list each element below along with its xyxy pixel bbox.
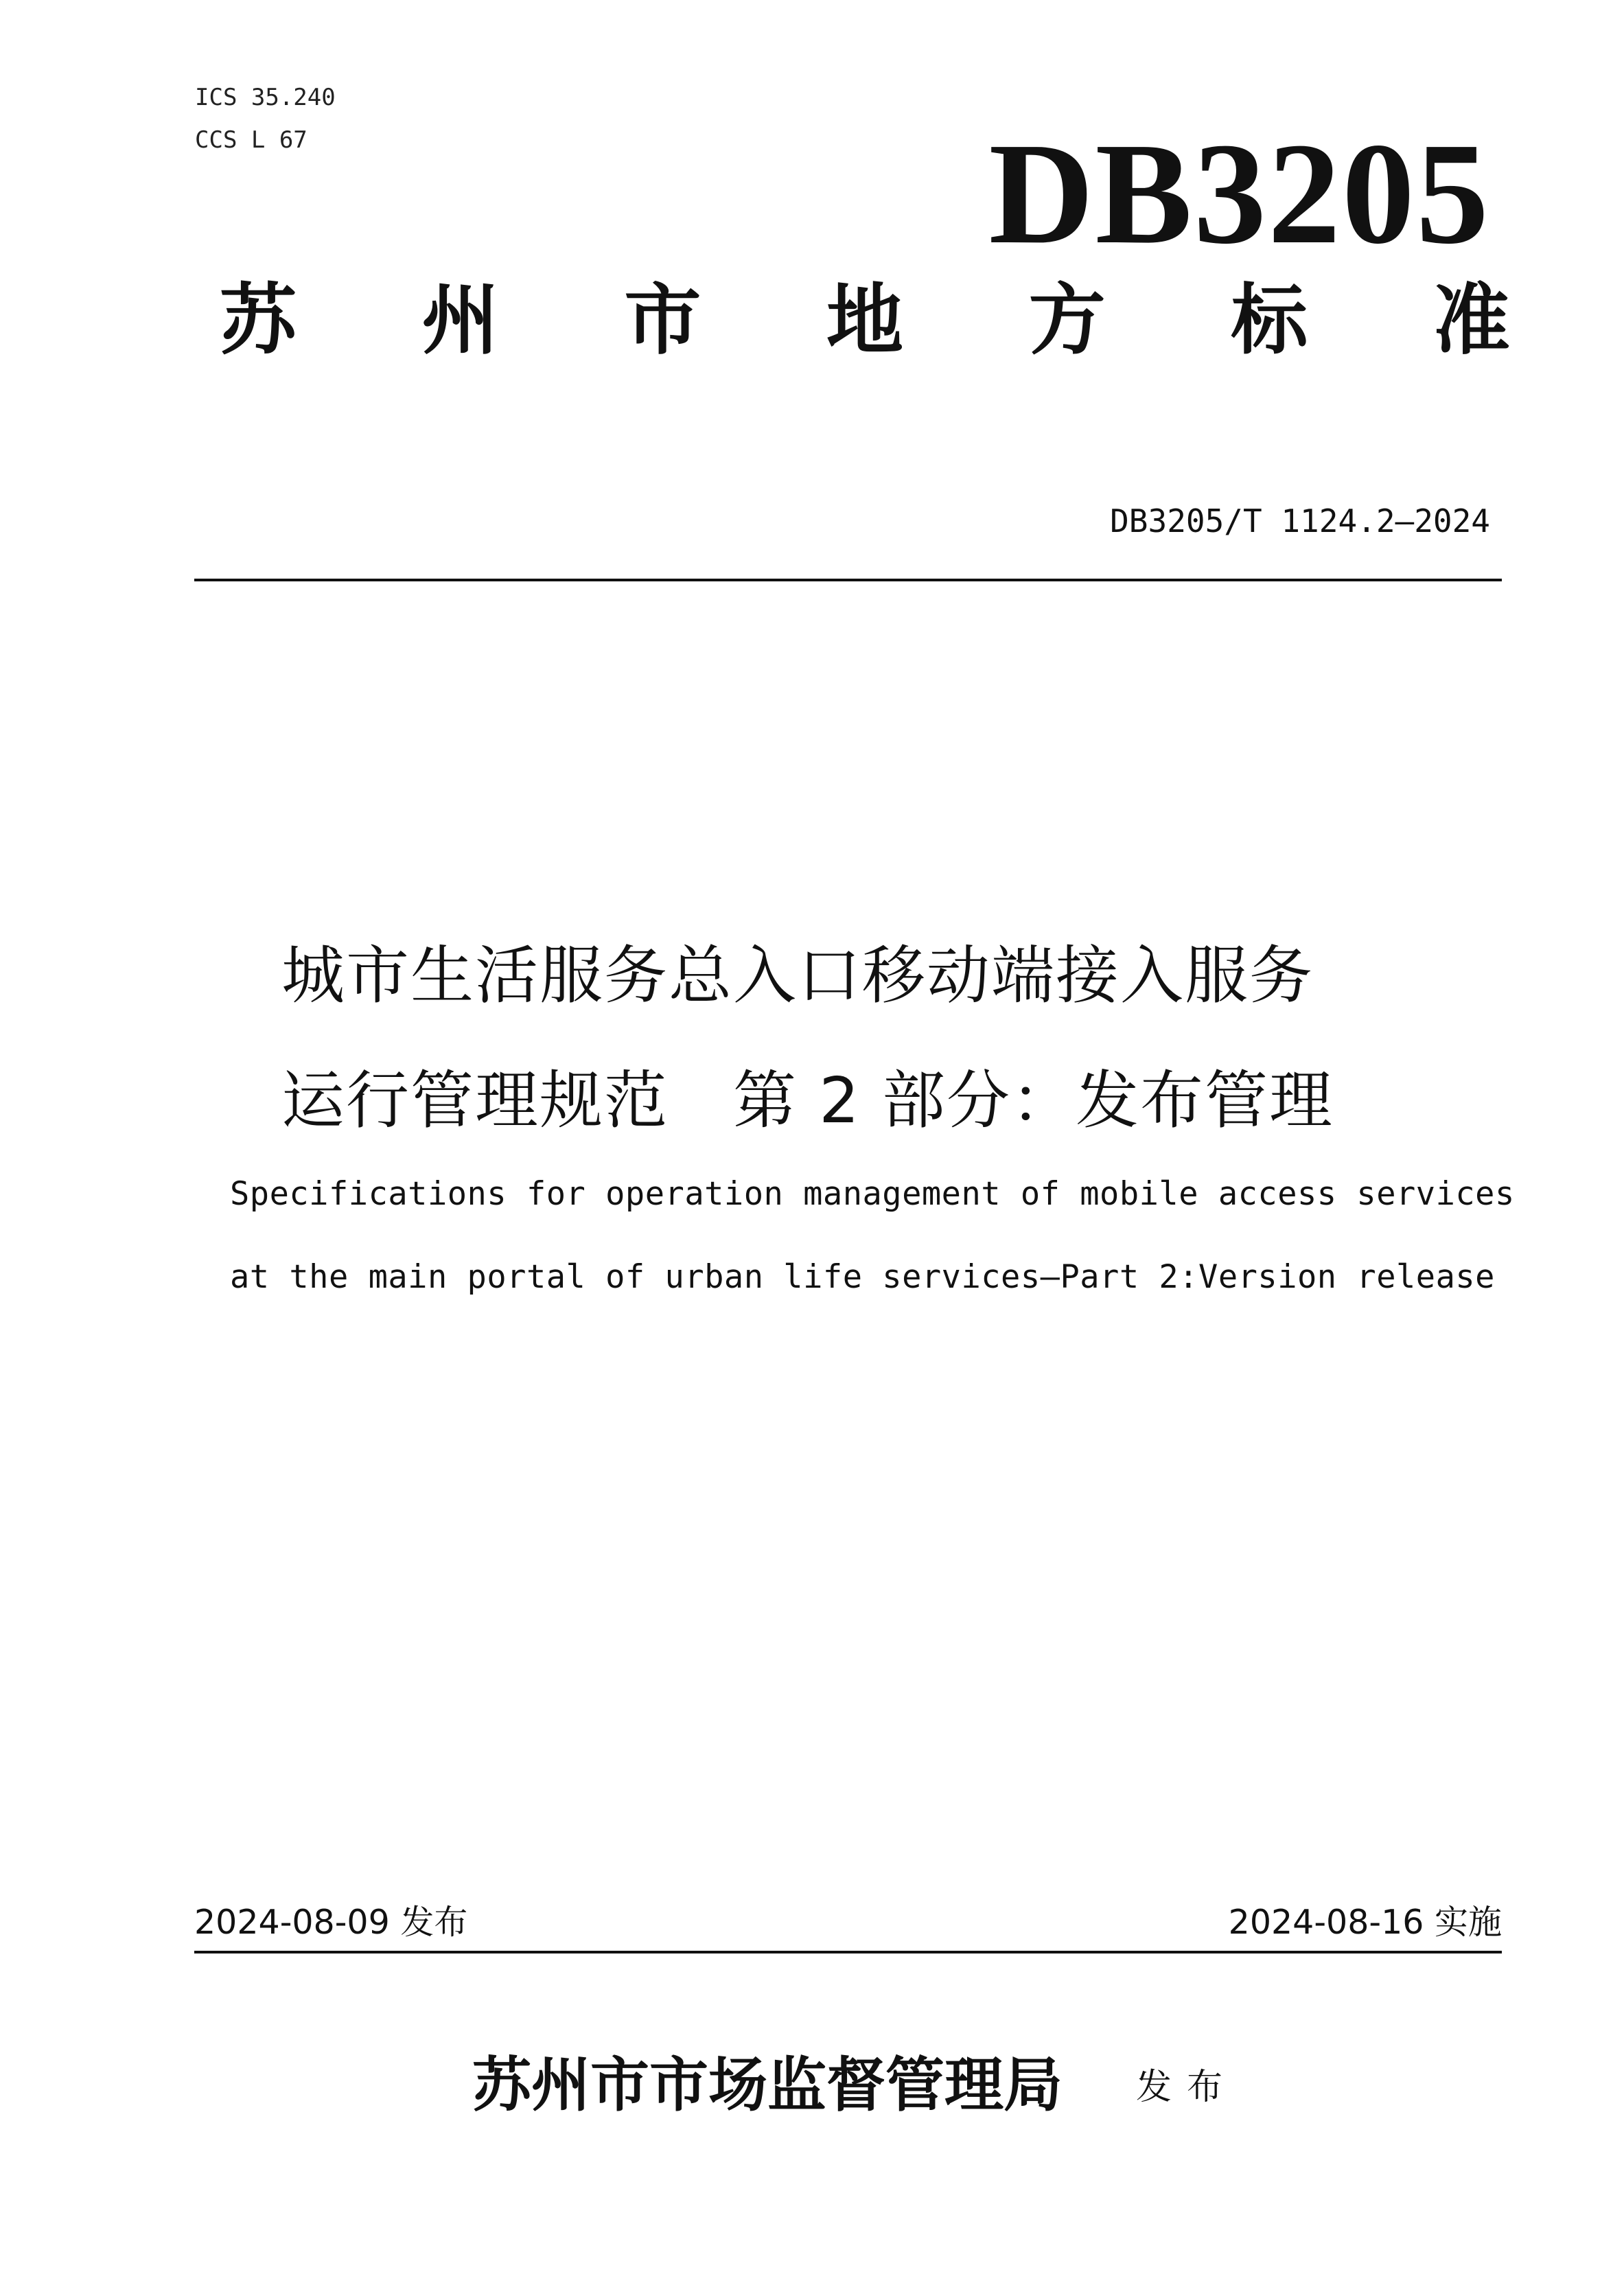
standard-type-char: 市 [624, 275, 701, 365]
implementation-date: 2024-08-16 实施 [1228, 1903, 1502, 1942]
standard-type-char: 准 [1432, 275, 1510, 365]
standard-type-char: 方 [1028, 275, 1106, 365]
standard-type-char: 州 [421, 275, 499, 365]
title-zh-line2: 运行管理规范 第 2 部分：发布管理 [281, 1064, 1334, 1137]
standard-type-char: 标 [1231, 275, 1308, 365]
ics-code: ICS 35.240 [195, 84, 336, 111]
standard-type-char: 苏 [220, 275, 297, 365]
title-en-line1: Specifications for operation management of mobile access services [230, 1175, 1515, 1213]
bottom-divider [194, 1951, 1502, 1953]
title-en-line2: at the main portal of urban life services—Part 2:Version release [230, 1258, 1495, 1296]
ccs-code: CCS L 67 [195, 126, 308, 154]
standard-number: DB3205/T 1124.2—2024 [1110, 502, 1490, 540]
title-zh-line1: 城市生活服务总入口移动端接入服务 [281, 939, 1314, 1012]
standard-type-char: 地 [826, 275, 903, 365]
publish-verb: 发布 [1136, 2067, 1238, 2108]
top-divider [194, 579, 1502, 581]
publisher-name: 苏州市市场监督管理局 [472, 2050, 1063, 2120]
db-code: DB3205 [988, 113, 1490, 274]
standard-type [220, 275, 1510, 365]
issue-date: 2024-08-09 发布 [194, 1903, 468, 1942]
